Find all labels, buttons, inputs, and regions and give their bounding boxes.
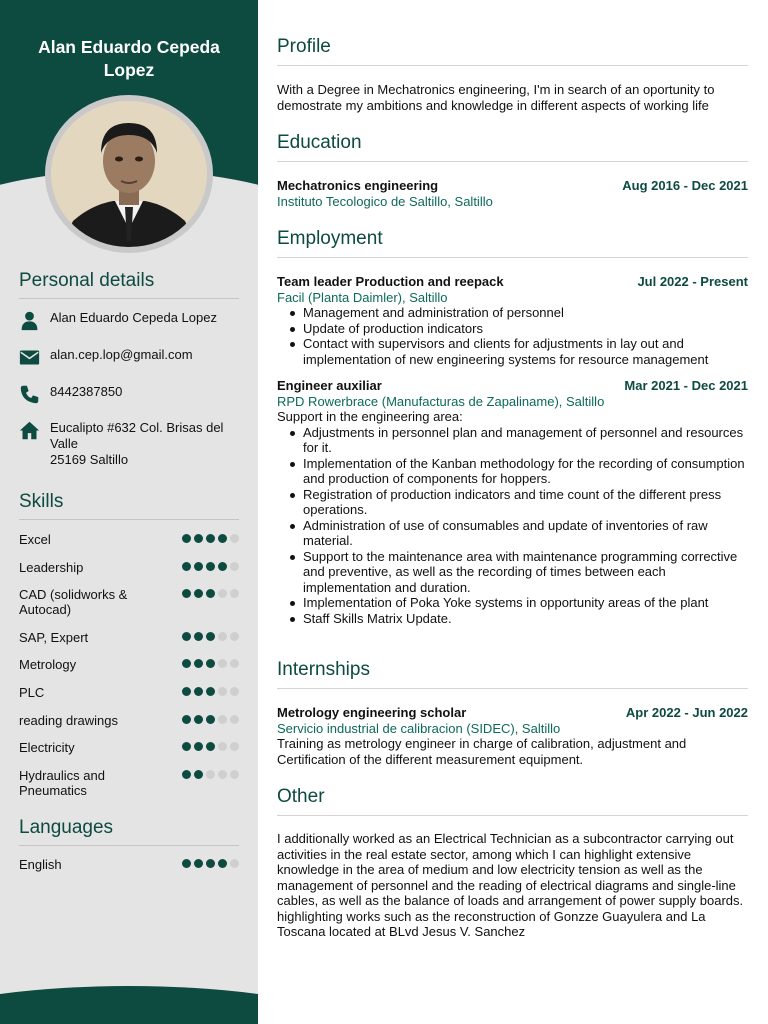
phone-icon <box>19 384 50 405</box>
skill-name: Electricity <box>19 740 75 755</box>
skill-name: PLC <box>19 685 45 700</box>
language-item <box>19 857 239 872</box>
level-dot-empty <box>206 770 215 779</box>
level-dot-filled <box>194 534 203 543</box>
level-dot-empty <box>218 715 227 724</box>
level-dot-filled <box>182 589 191 598</box>
job-employer: RPD Rowerbrace (Manufacturas de Zapaliname), Saltillo <box>277 393 605 409</box>
level-dot-filled <box>206 632 215 641</box>
level-dot-filled <box>206 687 215 696</box>
level-dot-filled <box>194 715 203 724</box>
level-dot-filled <box>206 742 215 751</box>
level-dot-empty <box>230 589 239 598</box>
level-dot-filled <box>182 770 191 779</box>
level-dot-empty <box>218 589 227 598</box>
home-icon <box>19 420 50 468</box>
skill-item <box>19 740 239 755</box>
list-item: Support to the maintenance area with maintenance programming corrective and preventive, as well as the recording of times between each implementation and duration. <box>303 549 748 596</box>
skill-level <box>182 770 239 798</box>
level-dot-empty <box>230 687 239 696</box>
level-dot-filled <box>194 687 203 696</box>
education-institution: Instituto Tecologico de Saltillo, Saltillo <box>277 193 493 209</box>
detail-name-text: Alan Eduardo Cepeda Lopez <box>50 310 217 325</box>
level-dot-filled <box>182 742 191 751</box>
list-item: Management and administration of personnel <box>303 305 748 321</box>
level-dot-filled <box>206 859 215 868</box>
skill-name: CAD (solidworks & Autocad) <box>19 587 128 617</box>
level-dot-empty <box>230 534 239 543</box>
level-dot-filled <box>182 534 191 543</box>
detail-address-line-1: Eucalipto #632 Col. Brisas del Valle <box>50 420 224 451</box>
level-dot-empty <box>230 742 239 751</box>
level-dot-filled <box>182 562 191 571</box>
internship-title: Metrology engineering scholar <box>277 705 467 720</box>
level-dot-filled <box>206 715 215 724</box>
employment-entry <box>277 274 748 367</box>
list-item: Administration of use of consumables and update of inventories of raw material. <box>303 518 748 549</box>
job-duties <box>277 425 748 627</box>
job-title: Engineer auxiliar <box>277 378 382 393</box>
detail-phone-text[interactable]: 8442387850 <box>50 384 123 399</box>
education-heading: Education <box>277 132 748 162</box>
skill-name: reading drawings <box>19 713 119 728</box>
personal-details-section <box>19 270 239 299</box>
list-item: Update of production indicators <box>303 321 748 337</box>
detail-phone <box>19 384 239 405</box>
level-dot-filled <box>206 659 215 668</box>
languages-section <box>19 817 239 846</box>
skill-level <box>182 742 239 755</box>
skill-item <box>19 713 239 728</box>
level-dot-filled <box>206 589 215 598</box>
job-employer: Facil (Planta Daimler), Saltillo <box>277 289 448 305</box>
personal-details-heading: Personal details <box>19 270 239 299</box>
level-dot-filled <box>194 770 203 779</box>
detail-email <box>19 347 239 368</box>
internship-date: Apr 2022 - Jun 2022 <box>625 705 748 720</box>
level-dot-empty <box>218 770 227 779</box>
other-heading: Other <box>277 786 748 816</box>
level-dot-empty <box>230 562 239 571</box>
skill-item <box>19 587 239 617</box>
education-degree: Mechatronics engineering <box>277 178 439 193</box>
level-dot-empty <box>230 632 239 641</box>
skill-level <box>182 632 239 645</box>
list-item: Implementation of Poka Yoke systems in opportunity areas of the plant <box>303 595 748 611</box>
skill-item <box>19 630 239 645</box>
detail-name <box>19 310 239 331</box>
job-title: Team leader Production and reepack <box>277 274 504 289</box>
skill-level <box>182 589 239 617</box>
level-dot-empty <box>218 632 227 641</box>
level-dot-filled <box>194 589 203 598</box>
detail-address-line-2: 25169 Saltillo <box>50 452 129 467</box>
skill-item <box>19 560 239 575</box>
education-entry <box>277 178 748 209</box>
person-name: Alan Eduardo Cepeda Lopez <box>38 37 220 80</box>
skill-level <box>182 562 239 575</box>
detail-address <box>19 420 239 468</box>
skill-name: Excel <box>19 532 51 547</box>
language-level <box>182 859 239 872</box>
main-content <box>277 0 748 1024</box>
level-dot-filled <box>194 632 203 641</box>
skill-level <box>182 715 239 728</box>
skill-item <box>19 685 239 700</box>
skill-level <box>182 687 239 700</box>
list-item: Implementation of the Kanban methodology for the recording of consumption and production of components for hoppers. <box>303 456 748 487</box>
level-dot-filled <box>206 562 215 571</box>
education-date: Aug 2016 - Dec 2021 <box>622 178 748 193</box>
level-dot-empty <box>218 659 227 668</box>
skill-item <box>19 532 239 547</box>
level-dot-filled <box>194 659 203 668</box>
email-icon <box>19 347 50 368</box>
job-duties <box>277 305 748 367</box>
level-dot-empty <box>230 770 239 779</box>
job-date: Mar 2021 - Dec 2021 <box>624 378 748 393</box>
skill-level <box>182 534 239 547</box>
level-dot-empty <box>230 659 239 668</box>
profile-text: With a Degree in Mechatronics engineering, I'm in search of an oportunity to demostrate my ambitions and knowledge in different aspects of working life <box>277 82 715 113</box>
level-dot-filled <box>182 715 191 724</box>
personal-details-list <box>19 310 239 480</box>
level-dot-filled <box>182 859 191 868</box>
level-dot-filled <box>182 687 191 696</box>
sidebar-footer-decoration <box>0 986 258 1024</box>
list-item: Staff Skills Matrix Update. <box>303 611 748 627</box>
list-item: Adjustments in personnel plan and management of personnel and resources for it. <box>303 425 748 456</box>
skills-list <box>19 532 239 802</box>
person-icon <box>19 310 50 331</box>
skill-item <box>19 768 239 798</box>
level-dot-filled <box>194 742 203 751</box>
internships-heading: Internships <box>277 659 748 689</box>
skills-section <box>19 491 239 520</box>
level-dot-empty <box>218 687 227 696</box>
profile-heading: Profile <box>277 36 748 66</box>
employment-entry <box>277 378 748 626</box>
skill-item <box>19 657 239 672</box>
languages-list <box>19 857 239 887</box>
skills-heading: Skills <box>19 491 239 520</box>
level-dot-filled <box>206 534 215 543</box>
languages-heading: Languages <box>19 817 239 846</box>
level-dot-filled <box>218 859 227 868</box>
level-dot-filled <box>182 632 191 641</box>
internship-description: Training as metrology engineer in charge of calibration, adjustment and Certification of the different measurement equipment. <box>277 736 687 767</box>
level-dot-empty <box>218 742 227 751</box>
internship-employer: Servicio industrial de calibracion (SIDEC), Saltillo <box>277 720 561 736</box>
level-dot-empty <box>230 715 239 724</box>
list-item: Registration of production indicators and time count of the different press operations. <box>303 487 748 518</box>
profile-photo-frame <box>45 95 213 253</box>
other-text: I additionally worked as an Electrical Technician as a subcontractor carrying out activities in the real estate sector, among which I can highlight extensive knowledge in the area of medium and low electricity tension as well as the management of personnel and the reading of electrical diagrams and single-line cables, as well as the balance of loads and arrangement of power supply boards. highlighting works such as the reconstruction of Gonzze Guayulera and La Toscana located at BLvd Jesus V. Sanchez <box>277 831 744 939</box>
skill-name: Metrology <box>19 657 77 672</box>
level-dot-filled <box>194 859 203 868</box>
skill-name: Leadership <box>19 560 84 575</box>
level-dot-filled <box>218 562 227 571</box>
level-dot-empty <box>230 859 239 868</box>
skill-name: Hydraulics and Pneumatics <box>19 768 105 798</box>
skill-name: SAP, Expert <box>19 630 89 645</box>
profile-photo <box>51 101 207 247</box>
internship-entry <box>277 705 748 767</box>
employment-heading: Employment <box>277 228 748 258</box>
level-dot-filled <box>218 534 227 543</box>
skill-level <box>182 659 239 672</box>
job-intro: Support in the engineering area: <box>277 409 463 424</box>
sidebar <box>0 0 258 1024</box>
detail-email-text[interactable]: alan.cep.lop@gmail.com <box>50 347 193 362</box>
job-date: Jul 2022 - Present <box>637 274 748 289</box>
language-name: English <box>19 857 62 872</box>
list-item: Contact with supervisors and clients for adjustments in lay out and implementation of new engineering systems for resource management <box>303 336 748 367</box>
level-dot-filled <box>194 562 203 571</box>
level-dot-filled <box>182 659 191 668</box>
